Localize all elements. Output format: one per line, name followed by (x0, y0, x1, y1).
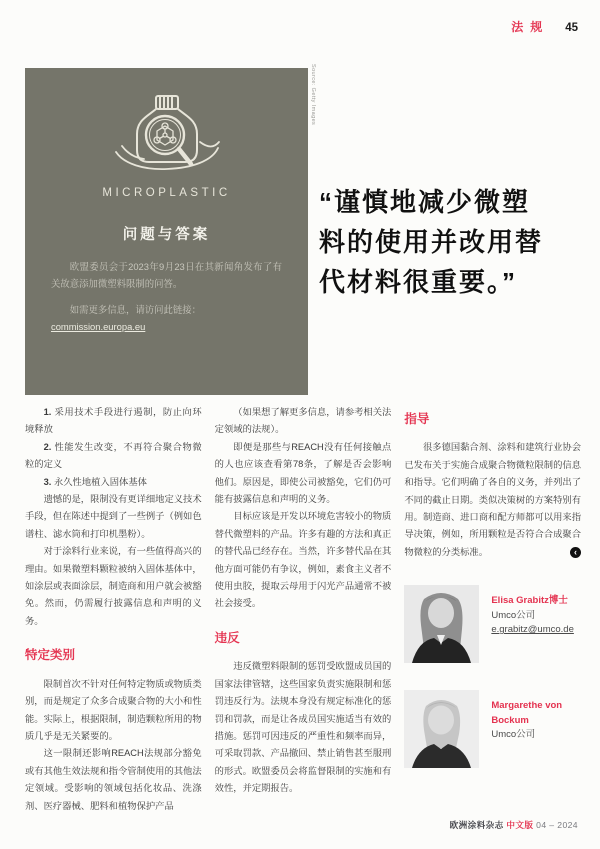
page-header (511, 18, 578, 35)
column-3 (404, 404, 581, 815)
end-of-article-icon: ‹ (570, 547, 581, 558)
author-company: Umco公司 (491, 609, 536, 621)
author-company: Umco公司 (491, 729, 536, 741)
paragraph: 很多德国黏合剂、涂料和建筑行业协会已发布关于实施合成聚合物微粒限制的信息和指导。它们明确了各自的义务，并列出了不同的截止日期。类似决策树的方案特别有用。制造商、进口商和配方师都可以用来指导决策，例如，所用颗粒是否符合合成聚合物微粒的分类标准。 (404, 442, 582, 557)
pull-quote-line: “谨慎地减少微塑 (319, 187, 531, 217)
paragraph: （如果想了解更多信息，请参考相关法定领域的法规）。 (214, 407, 392, 435)
numbered-item: 1. 采用技术手段进行遏制，防止向环境释放 (25, 407, 202, 435)
infobox-link-prefix: 如需更多信息，请访问此链接： (69, 304, 202, 315)
infobox-link-line (51, 302, 282, 335)
paragraph: 即便是那些与REACH没有任何接触点的人也应该查看第78条，了解是否会影响他们。原因是，即使公司被豁免，它们仍可能有披露信息和声明的义务。 (214, 441, 392, 505)
paragraph: 限制首次不针对任何特定物质或物质类别，而是规定了众多合成聚合物的大小和性能。实际上，根据限制，制造颗粒所用的物质几乎是无关紧要的。 (25, 678, 202, 741)
infobox-title: 问题与答案 (122, 227, 211, 243)
infobox-body-text: 欧盟委员会于2023年9月23日在其新闻角发布了有关故意添加微塑料限制的问答。 (51, 261, 282, 289)
authors-block (404, 585, 581, 768)
page-footer (450, 819, 578, 831)
author-photo (404, 690, 479, 768)
article-body (25, 404, 581, 815)
section-label: 法规 (511, 20, 550, 34)
author-name: Elisa Grabitz博士 (491, 595, 568, 607)
author-email[interactable]: e.grabitz@umco.de (491, 624, 574, 636)
page-number: 45 (565, 22, 578, 34)
paragraph: 违反微塑料限制的惩罚受欧盟成员国的国家法律管辖，这些国家负责实施限制和惩罚违反行为。法规本身没有规定标准化的惩罚和罚款，而是让各成员国实施适当有效的措施。惩罚可因违反的严重性和频率而异，可采取罚款、产品撤回、禁止销售甚至服刑的形式。欧盟委员会将监督限制的实施和有效性，并定期报告。 (214, 661, 392, 794)
author-name: Margarethe von Bockum (491, 700, 563, 726)
pull-quote (319, 182, 585, 302)
numbered-item: 3. 永久性地植入固体基体 (43, 476, 147, 487)
author-card (404, 690, 581, 768)
paragraph: 遗憾的是，限制没有更详细地定义技术手段，但在陈述中提到了一些例子（例如色谱柱、滤水筒和打印机墨粉）。 (25, 494, 202, 539)
author-card (404, 585, 581, 663)
numbered-item: 2. 性能发生改变，不再符合聚合物微粒的定义 (25, 441, 202, 470)
pull-quote-line: 料的使用并改用替 (319, 227, 544, 257)
journal-title: 欧洲涂料杂志 (449, 820, 504, 830)
pull-quote-line: 代材料很重要。” (319, 267, 518, 297)
heading-violations: 违反 (214, 630, 240, 645)
paragraph: 对于涂料行业来说，有一些值得高兴的理由。如果微塑料颗粒被纳入固体基体中，如涂层或表面涂层，制造商和用户就会被豁免。然而，仍需履行披露信息和声明的义务。 (25, 546, 202, 626)
commission-link[interactable]: commission.europa.eu (51, 320, 146, 332)
author-photo (404, 585, 479, 663)
microplastic-infobox (25, 68, 308, 395)
microplastic-label: MICROPLASTIC (102, 187, 231, 199)
journal-issue: 04 – 2024 (536, 820, 578, 830)
column-1 (25, 404, 202, 815)
paragraph: 这一限制还影响REACH法规部分豁免或有其他生效法规和指令管制使用的其他法定领域。受影响的领域包括化妆品、洗涤剂、医疗器械、肥料和植物保护产品 (25, 748, 202, 811)
column-2 (215, 404, 392, 815)
paragraph: 目标应该是开发以环境危害较小的物质替代微塑料的产品。许多有趣的方法和真正的替代品已经存在。当然，许多替代品在其他方面可能仍有争议，例如，素食主义者不使用虫胶，提取云母用于闪光产品通常不被社会接受。 (214, 511, 392, 609)
heading-specific-categories: 特定类别 (25, 648, 76, 663)
heading-guidance: 指导 (404, 412, 430, 426)
photo-credit: Source: Getty Images (310, 64, 316, 126)
journal-edition: 中文版 (506, 820, 534, 830)
microplastic-bottle-icon (25, 92, 308, 185)
